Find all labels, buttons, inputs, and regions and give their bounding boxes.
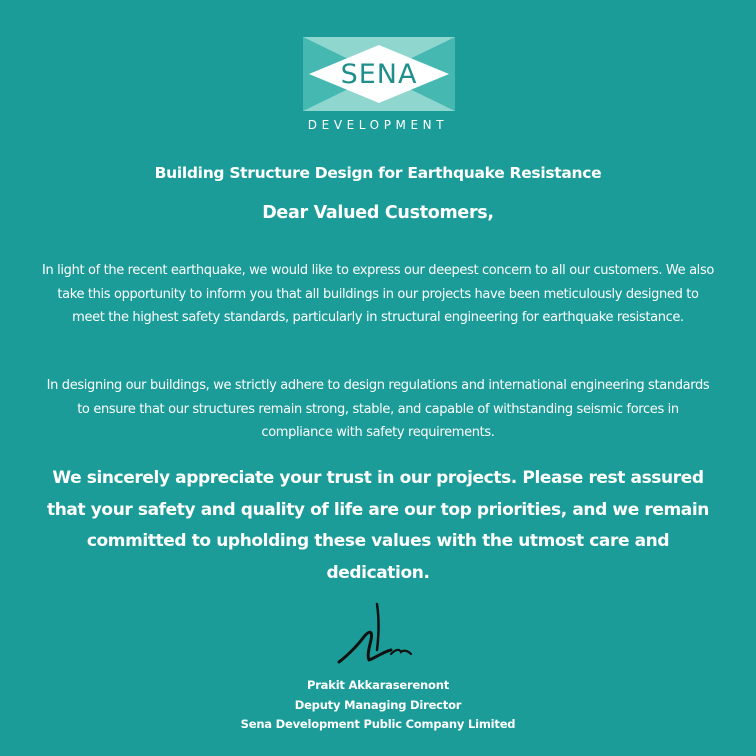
- signatory-position: Deputy Managing Director: [294, 697, 462, 712]
- signatory-name: Prakit Akkaraserenont: [306, 678, 450, 692]
- handwritten-signature: [333, 600, 423, 670]
- logo-brand-text: SENA: [340, 58, 418, 90]
- greeting: Dear Valued Customers,: [262, 203, 494, 223]
- announcement-title: Building Structure Design for Earthquake Resistance: [154, 164, 602, 182]
- signature-block: [0, 676, 756, 735]
- signatory-company: Sena Development Public Company Limited: [240, 717, 516, 731]
- paragraph-concern: In light of the recent earthquake, we would like to express our deepest concern to all our customers. We also take this opportunity to inform you that all buildings in our projects have been meticulously designed to meet the highest safety standards, particularly in structural engineering for earthquake resistance.: [42, 263, 714, 325]
- appreciation-message: We sincerely appreciate your trust in our projects. Please rest assured that your safety and quality of life are our top priorities, and we remain committed to upholding these values with the utmost care and dedication.: [46, 468, 709, 583]
- logo-subtitle: DEVELOPMENT: [307, 118, 449, 132]
- paragraph-standards: In designing our buildings, we strictly adhere to design regulations and international engineering standards to ensure that our structures remain strong, stable, and capable of withstanding seismic forces in compliance with safety requirements.: [46, 378, 710, 440]
